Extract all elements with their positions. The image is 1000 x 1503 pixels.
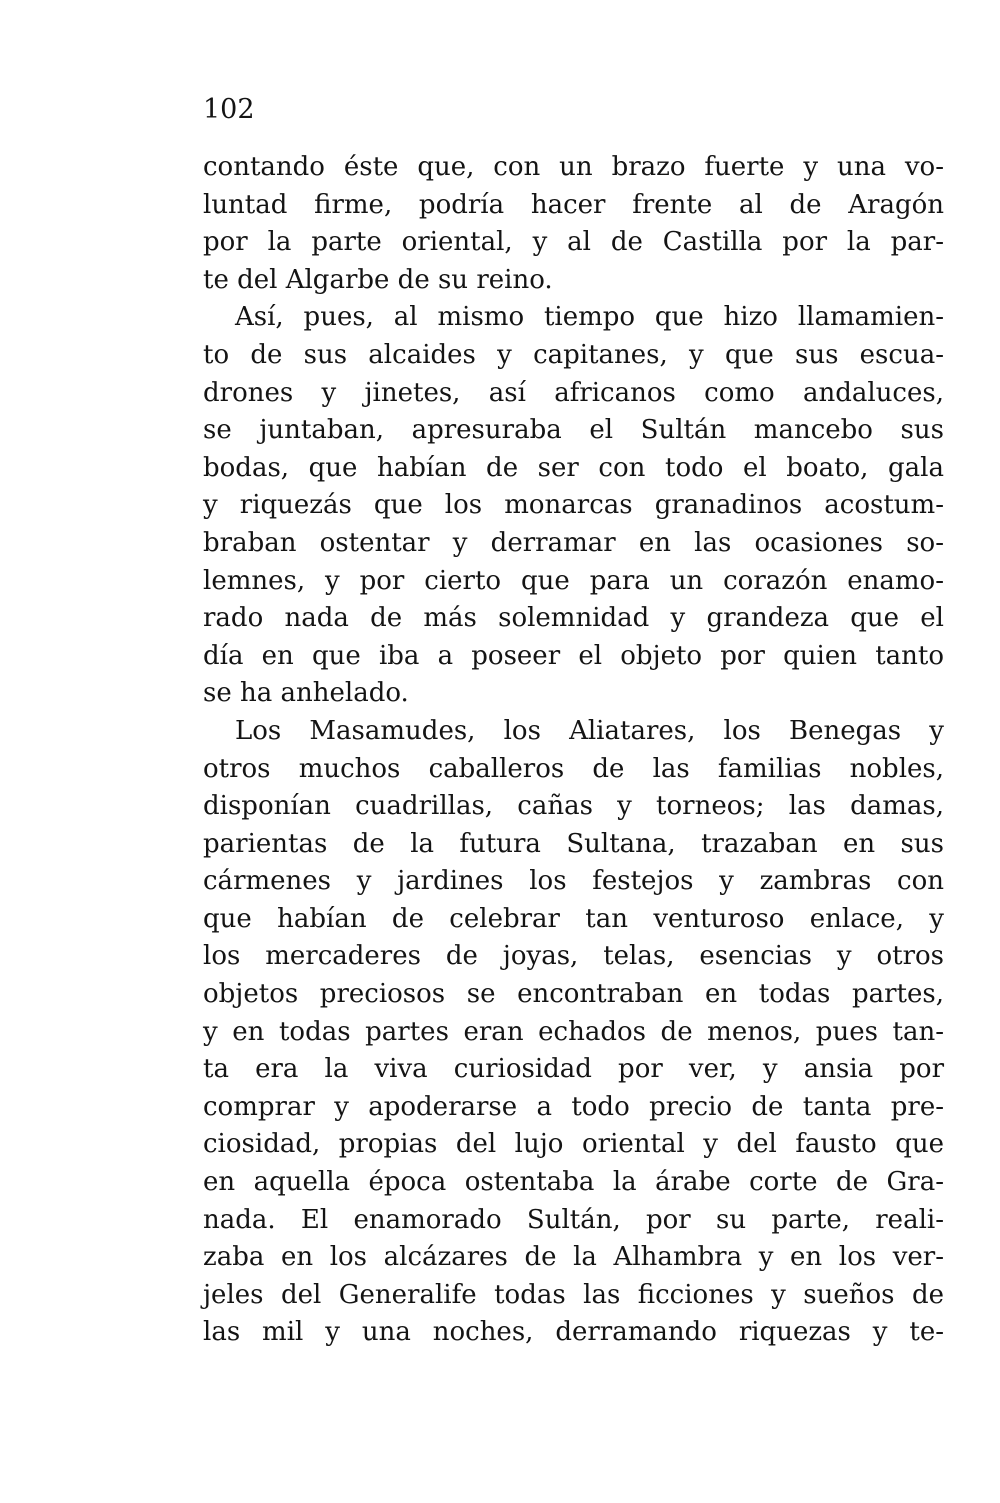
text-line: nada. El enamorado Sultán, por su parte, reali-	[203, 1204, 944, 1235]
text-line: otros muchos caballeros de las familias nobles,	[203, 753, 944, 784]
text-line: que habían de celebrar tan venturoso enlace, y	[203, 903, 944, 934]
text-line: los mercaderes de joyas, telas, esencias y otros	[203, 941, 944, 972]
text-line: contando éste que, con un brazo fuerte y una vo-	[203, 152, 944, 182]
text-line: se juntaban, apresuraba el Sultán mancebo sus	[203, 415, 944, 446]
text-line: parientas de la futura Sultana, trazaban en sus	[203, 828, 944, 859]
text-line: día en que iba a poseer el objeto por quien tanto	[203, 640, 944, 671]
text-line: luntad firme, podría hacer frente al de Aragón	[203, 189, 944, 220]
text-line: zaba en los alcázares de la Alhambra y en los ver-	[203, 1242, 944, 1273]
text-line: rado nada de más solemnidad y grandeza que el	[203, 603, 944, 634]
text-line: Así, pues, al mismo tiempo que hizo llamamien-	[235, 302, 944, 333]
text-line: lemnes, y por cierto que para un corazón enamo-	[203, 565, 944, 596]
text-line: se ha anhelado.	[203, 678, 409, 709]
text-line: te del Algarbe de su reino.	[203, 264, 553, 295]
text-line: objetos preciosos se encontraban en todas partes,	[203, 979, 944, 1010]
text-line: bodas, que habían de ser con todo el boato, gala	[203, 452, 944, 483]
text-line: ciosidad, propias del lujo oriental y del fausto que	[203, 1129, 944, 1160]
text-line: braban ostentar y derramar en las ocasiones so-	[203, 527, 944, 558]
text-line: en aquella época ostentaba la árabe corte de Gra-	[203, 1167, 944, 1198]
text-line: por la parte oriental, y al de Castilla por la par-	[203, 227, 944, 258]
text-line: y riquezás que los monarcas granadinos acostum-	[203, 490, 944, 521]
text-line: disponían cuadrillas, cañas y torneos; las damas,	[203, 791, 944, 822]
body-text	[203, 149, 944, 1352]
text-line: to de sus alcaides y capitanes, y que sus escua-	[203, 339, 944, 370]
text-line: ta era la viva curiosidad por ver, y ansia por	[203, 1054, 944, 1085]
text-line: las mil y una noches, derramando riquezas y te-	[203, 1317, 944, 1348]
text-line: jeles del Generalife todas las ficciones y sueños de	[203, 1279, 944, 1310]
text-line: drones y jinetes, así africanos como andaluces,	[203, 377, 944, 408]
text-line: cármenes y jardines los festejos y zambras con	[203, 866, 944, 897]
text-line: comprar y apoderarse a todo precio de tanta pre-	[203, 1091, 944, 1122]
text-line: y en todas partes eran echados de menos, pues tan-	[203, 1016, 944, 1047]
text-line: Los Masamudes, los Aliatares, los Benegas y	[235, 715, 944, 746]
page-number: 102	[203, 94, 255, 125]
